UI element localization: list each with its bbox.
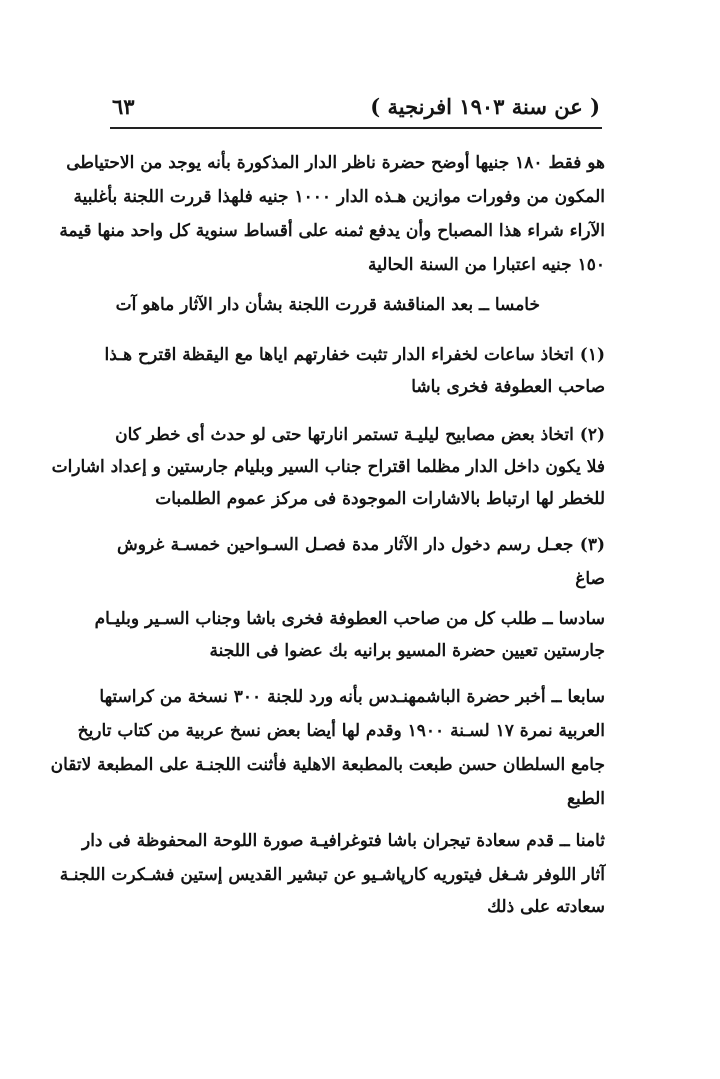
text-line: الآراء شراء هذا المصباح وأن يدفع ثمنه على أقساط سنوية كل واحد منها قيمة [59, 221, 605, 241]
text-line: سابعا ــ أخبر حضرة الباشمهنـدس بأنه ورد للجنة ٣٠٠ نسخة من كراستها [99, 687, 605, 707]
text-line: العربية نمرة ١٧ لسـنة ١٩٠٠ وقدم لها أيضا بعض نسخ عربية من كتاب تاريخ [77, 721, 605, 741]
text-line: صاحب العطوفة فخرى باشا [411, 377, 605, 397]
text-line: هو فقط ١٨٠ جنيها أوضح حضرة ناظر الدار المذكورة بأنه يوجد من الاحتياطى [66, 153, 605, 173]
text-line: جامع السلطان حسن طبعت بالمطبعة الاهلية فأثنت اللجنـة على المطبعة لاتقان [50, 755, 605, 775]
text-line: صاغ [575, 569, 605, 589]
header-rule [110, 127, 602, 129]
text-line: آثار اللوفر شـغل فيتوريه كارپاشـيو عن تبشير القديس إستين فشـكرت اللجنـة [59, 865, 605, 885]
text-line: فلا يكون داخل الدار مظلما اقتراح جناب السير وبليام جارستين و إعداد اشارات [51, 457, 605, 477]
page-number: ٦٣ [112, 93, 135, 119]
text-line: الطبع [566, 789, 605, 809]
text-line: (٣) جعـل رسم دخول دار الآثار مدة فصـل السـواحين خمسـة غروش [117, 535, 605, 555]
text-line: (٢) اتخاذ بعض مصابيح ليليـة تستمر انارتها حتى لو حدث أى خطر كان [115, 425, 605, 445]
header-title: ( عن سنة ١٩٠٣ افرنجية ) [370, 93, 600, 119]
text-line: جارستين تعيين حضرة المسيو برانيه بك عضوا فى اللجنة [209, 641, 605, 661]
text-line: سعادته على ذلك [487, 897, 605, 917]
text-line: (١) اتخاذ ساعات لخفراء الدار تثبت خفارتهم اياها مع اليقظة اقترح هـذا [104, 345, 605, 365]
text-line: للخطر لها ارتباط بالاشارات الموجودة فى مركز عموم الطلمبات [155, 489, 605, 509]
text-line: سادسا ــ طلب كل من صاحب العطوفة فخرى باشا وجناب السـير وبليـام [94, 609, 605, 629]
text-line: المكون من وفورات موازين هـذه الدار ١٠٠٠ جنيه فلهذا قررت اللجنة بأغلبية [73, 187, 605, 207]
text-line: ١٥٠ جنيه اعتبارا من السنة الحالية [368, 255, 605, 275]
running-header [112, 86, 600, 126]
text-line: ثامنا ــ قدم سعادة تيجران باشا فتوغرافيـة صورة اللوحة المحفوظة فى دار [81, 831, 605, 851]
section-heading: خامسا ــ بعد المناقشة قررت اللجنة بشأن دار الآثار ماهو آت [115, 295, 540, 315]
